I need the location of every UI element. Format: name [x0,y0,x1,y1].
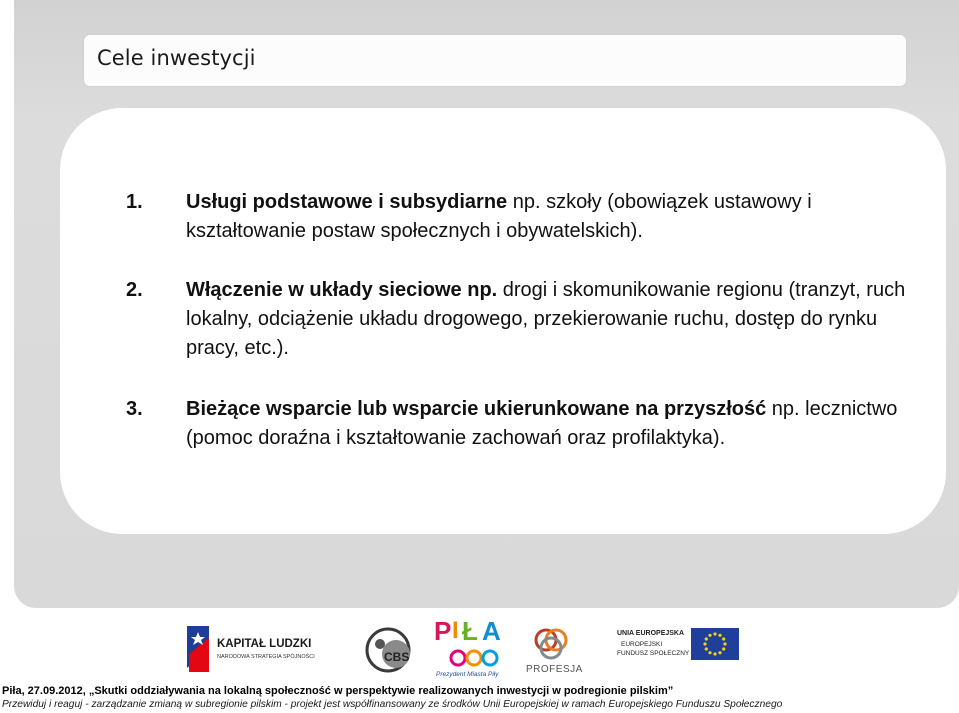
list-item-number: 2. [126,279,143,301]
svg-text:A: A [482,616,501,646]
list-item-bold: Usługi podstawowe i subsydiarne [186,191,508,213]
pila-500-subtitle: Prezydent Miasta Piły [436,671,499,678]
pila-500-logo [432,614,512,682]
list-item-rest: np. szkoły (obowiązek ustawowy i kształtowanie postaw społecznych i obywatelskich). [186,191,812,242]
content-panel [60,108,946,534]
cbs-logo [362,624,418,676]
profesja-icon [524,622,580,664]
svg-text:Ł: Ł [462,616,478,646]
kapital-ludzki-subtitle: NARODOWA STRATEGIA SPÓJNOŚCI [217,654,315,660]
profesja-logo [524,622,583,680]
pila-500-icon [432,614,512,672]
title-bar [84,35,906,86]
logo-row [0,612,959,684]
eu-label-3: FUNDUSZ SPOŁECZNY [617,650,690,657]
kapital-ludzki-title: KAPITAŁ LUDZKI [217,638,312,650]
cbs-label: CBS [384,650,410,664]
list-item-text [186,188,926,246]
footer-project-line: Przewiduj i reaguj - zarządzanie zmianą w subregionie pilskim - projekt jest współfinansowany ze środków Unii Europejskiej w ramach Europejskiego Funduszu Społecznego [2,699,783,710]
list-item-bold: Bieżące wsparcie lub wsparcie ukierunkowane na przyszłość [186,398,767,420]
eu-efs-logo [617,626,741,672]
list-item-bold: Włączenie w układy sieciowe np. [186,279,498,301]
list-item [126,188,926,246]
kapital-ludzki-logo [185,620,325,676]
eu-flag-icon [691,628,739,660]
profesja-label: PROFESJA [526,664,583,675]
list-item-text [186,276,926,363]
list-item-text [186,395,926,453]
list-item [126,395,926,453]
footer-event-line: Piła, 27.09.2012, „Skutki oddziaływania na lokalną społeczność w perspektywie realizowanych inwestycji w podregionie pilskim” [2,685,674,697]
list-item-rest: np. lecznictwo (pomoc doraźna i kształtowanie zachowań oraz profilaktyka). [186,398,898,449]
list-item-rest: drogi i skomunikowanie regionu (tranzyt, ruch lokalny, odciążenie układu drogowego, przekierowanie ruchu, dostęp do rynku pracy, etc.). [186,279,906,359]
list-item-number: 3. [126,398,143,420]
eu-label-2: EUROPEJSKI [621,641,663,648]
list-item-number: 1. [126,191,143,213]
page-title: Cele inwestycji [97,46,256,70]
eu-label-1: UNIA EUROPEJSKA [617,630,685,637]
svg-text:P: P [434,616,452,646]
list-item [126,276,926,363]
svg-text:I: I [452,617,459,644]
